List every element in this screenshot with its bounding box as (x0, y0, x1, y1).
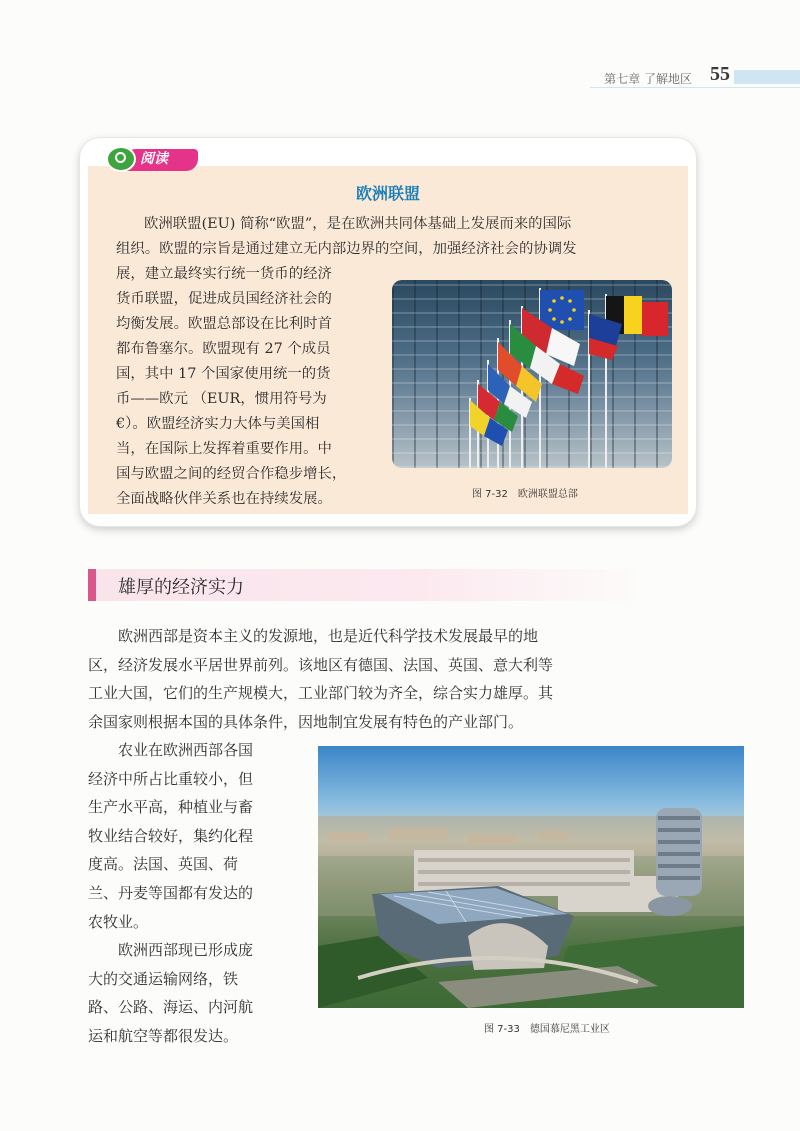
text-line: 运和航空等都很发达。 (88, 1026, 239, 1045)
figure-caption: 图 7-33 德国慕尼黑工业区 (484, 1024, 610, 1035)
text-line: 欧洲西部是资本主义的发源地，也是近代科学技术发展最早的地 (88, 627, 539, 645)
body-paragraph-industry (88, 622, 648, 736)
text-line: 组织。欧盟的宗旨是通过建立无内部边界的空间，加强经济社会的协调发 (116, 241, 577, 257)
text-line: 度高。法国、英国、荷 (88, 855, 239, 874)
text-line: 都布鲁塞尔。欧盟现有 27 个成员 (116, 341, 331, 357)
body-paragraph-agriculture-transport (88, 736, 308, 1051)
text-line: 农业在欧洲西部各国 (88, 741, 254, 759)
flags-illustration (392, 280, 672, 468)
reading-intro-paragraph (116, 212, 672, 262)
text-line: 牧业结合较好，集约化程 (88, 826, 254, 845)
text-line: €）。欧盟经济实力大体与美国相 (116, 416, 320, 432)
text-line: 币——欧元 （EUR，惯用符号为 (116, 391, 327, 407)
header-rule (590, 87, 800, 88)
text-line: 区，经济发展水平居世界前列。该地区有德国、法国、英国、意大利等 (88, 655, 554, 674)
reading-side-paragraph (116, 262, 388, 512)
text-line: 农牧业。 (88, 912, 149, 931)
figure-caption: 图 7-32 欧洲联盟总部 (472, 489, 578, 500)
text-line: 展，建立最终实行统一货币的经济 (116, 266, 332, 282)
text-line: 均衡发展。欧盟总部设在比利时首 (116, 316, 332, 332)
section-heading: 雄厚的经济实力 (118, 577, 244, 598)
chapter-title: 第七章 了解地区 (604, 72, 692, 86)
text-line: 大的交通运输网络，铁 (88, 969, 239, 988)
text-line: 货币联盟，促进成员国经济社会的 (116, 291, 332, 307)
text-line: 当，在国际上发挥着重要作用。中 (116, 441, 332, 457)
reading-tag (106, 146, 200, 172)
text-line: 余国家则根据本国的具体条件，因地制宜发展有特色的产业部门。 (88, 712, 524, 731)
section-heading-marker (88, 569, 96, 601)
text-line: 路、公路、海运、内河航 (88, 998, 254, 1017)
munich-industrial-area-photo (318, 746, 744, 1008)
text-line: 兰、丹麦等国都有发达的 (88, 883, 254, 902)
reading-tag-badge (106, 146, 136, 172)
eu-headquarters-photo (392, 280, 672, 468)
reading-box-title: 欧洲联盟 (355, 184, 420, 203)
text-line: 全面战略伙伴关系也在持续发展。 (116, 491, 332, 507)
text-line: 欧洲西部现已形成庞 (88, 941, 254, 960)
header-decoration-bar (734, 70, 800, 84)
text-line: 工业大国，它们的生产规模大，工业部门较为齐全，综合实力雄厚。其 (88, 684, 554, 702)
text-line: 经济中所占比重较小，但 (88, 769, 254, 788)
page-header (0, 62, 800, 90)
page-number: 55 (710, 63, 730, 85)
aerial-city-illustration (318, 746, 744, 1008)
text-line: 生产水平高，种植业与畜 (88, 798, 254, 817)
magnifier-icon (115, 152, 126, 163)
section-heading-band (88, 569, 644, 601)
text-line: 国，其中 17 个国家使用统一的货 (116, 366, 331, 382)
text-line: 欧洲联盟(EU) 简称“欧盟”，是在欧洲共同体基础上发展而来的国际 (144, 216, 572, 232)
reading-tag-label: 阅读 (140, 151, 168, 167)
text-line: 国与欧盟之间的经贸合作稳步增长， (116, 466, 347, 482)
